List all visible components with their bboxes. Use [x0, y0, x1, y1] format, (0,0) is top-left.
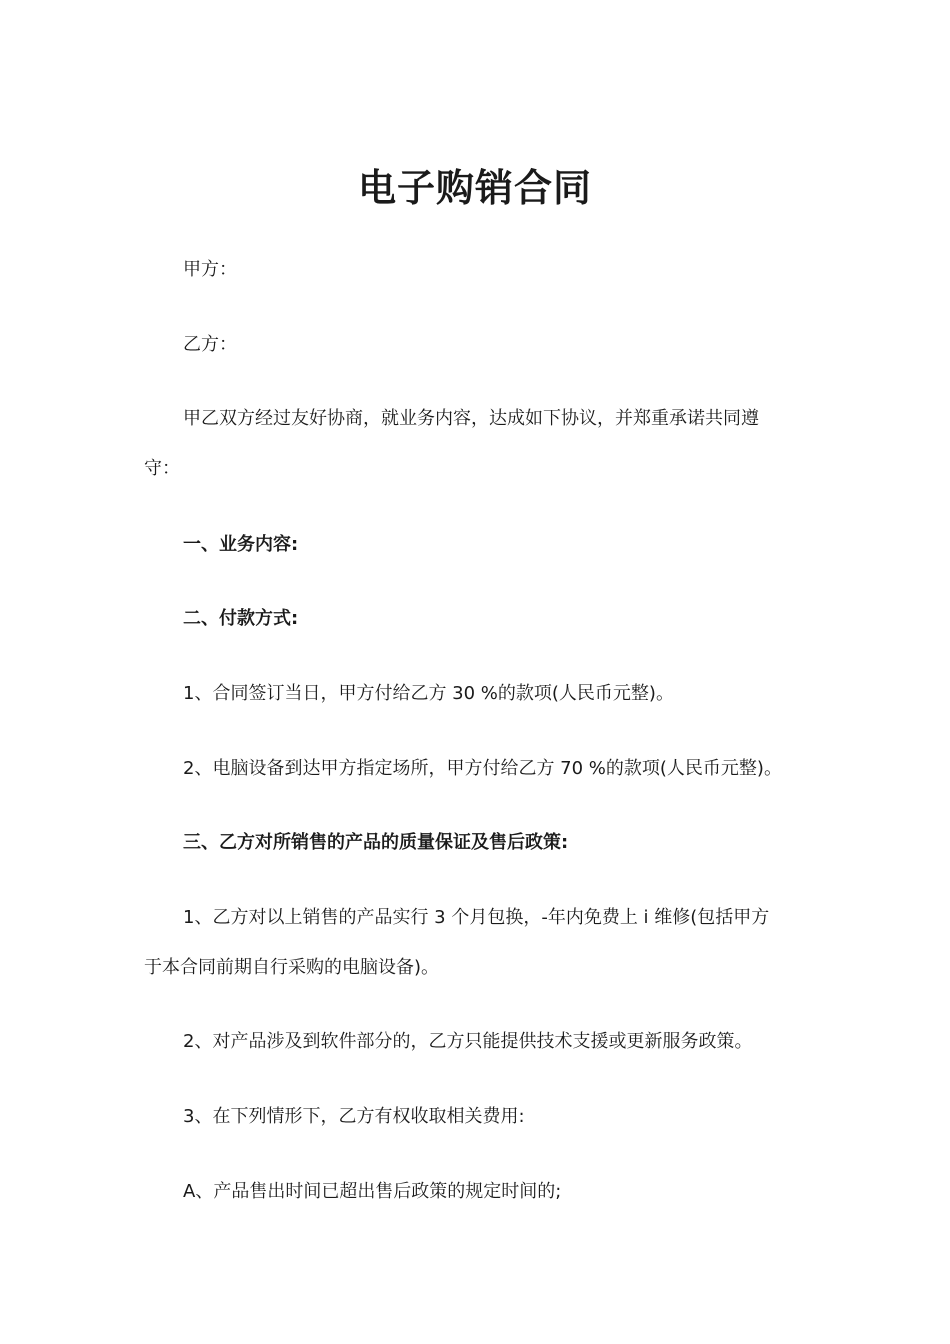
intro-paragraph-line2: 守： — [144, 458, 180, 479]
party-a-label: 甲方： — [183, 259, 237, 280]
warranty-item-3: 3、在下列情形下，乙方有权收取相关费用: — [183, 1106, 525, 1127]
document-title: 电子购销合同 — [357, 166, 592, 210]
intro-paragraph-line1: 甲乙双方经过友好协商，就业务内容，达成如下协议，并郑重承诺共同遵 — [183, 408, 759, 429]
warranty-item-1-line1: 1、乙方对以上销售的产品实行 3 个月包换，-年内免费上 i 维修(包括甲方 — [183, 907, 770, 928]
section-heading-payment: 二、付款方式: — [183, 608, 299, 629]
warranty-item-3-a: A、产品售出时间已超出售后政策的规定时间的; — [183, 1181, 562, 1202]
payment-item-2: 2、电脑设备到达甲方指定场所，甲方付给乙方 70 %的款项(人民币元整)。 — [183, 758, 782, 779]
payment-item-1: 1、合同签订当日，甲方付给乙方 30 %的款项(人民币元整)。 — [183, 683, 674, 704]
section-heading-warranty: 三、乙方对所销售的产品的质量保证及售后政策: — [183, 832, 569, 853]
warranty-item-1-line2: 于本合同前期自行采购的电脑设备)。 — [144, 957, 440, 978]
warranty-item-2: 2、对产品涉及到软件部分的，乙方只能提供技术支援或更新服务政策。 — [183, 1031, 753, 1052]
section-heading-business: 一、业务内容: — [183, 534, 299, 555]
party-b-label: 乙方： — [183, 334, 237, 355]
